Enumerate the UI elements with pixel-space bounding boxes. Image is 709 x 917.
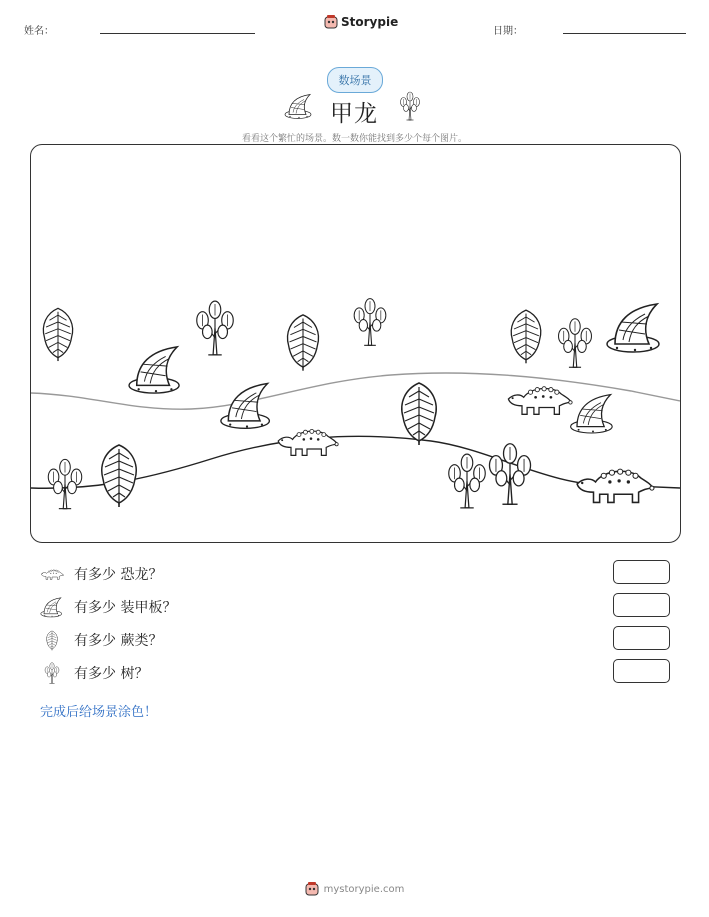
armor-plate: [571, 395, 613, 433]
question-prefix: 有多少: [74, 666, 116, 682]
fern: [511, 310, 541, 363]
armor-plate-icon: [40, 596, 64, 618]
tree: [197, 301, 233, 355]
fern: [43, 308, 72, 361]
brand-logo: [324, 14, 398, 30]
footer: [0, 881, 709, 897]
armor-plate-icon: [284, 92, 314, 120]
armor-plate: [221, 384, 270, 429]
armor-plate: [607, 304, 659, 352]
tree: [449, 454, 485, 508]
answer-box-trees[interactable]: [613, 659, 670, 683]
tree: [559, 319, 592, 368]
name-input-line[interactable]: [100, 33, 255, 34]
tree: [489, 444, 530, 504]
answer-box-ferns[interactable]: [613, 626, 670, 650]
category-badge: 数场景: [327, 67, 383, 93]
question-trees: [40, 662, 148, 684]
ankylosaurus-icon: [40, 563, 64, 585]
question-item: 恐龙？: [120, 567, 163, 583]
question-prefix: 有多少: [74, 633, 116, 649]
armor-plate: [129, 347, 179, 393]
instructions: 看看这个繁忙的场景。数一数你能找到多少个每个图片。: [241, 134, 467, 144]
date-label: 日期：: [493, 26, 523, 37]
answer-box-dinosaurs[interactable]: [613, 560, 670, 584]
fern: [102, 445, 136, 507]
counting-scene: [30, 144, 681, 543]
footer-url[interactable]: mystorypie.com: [323, 883, 405, 895]
answer-box-armor-plates[interactable]: [613, 593, 670, 617]
date-input-line[interactable]: [563, 33, 686, 34]
tree: [48, 459, 81, 508]
fern: [288, 315, 319, 371]
brand-name: Storypie: [341, 15, 399, 29]
question-item: 树？: [120, 666, 149, 682]
question-item: 装甲板？: [120, 600, 177, 616]
storypie-mascot-icon: [324, 14, 338, 30]
tree-icon: [40, 662, 64, 684]
tree: [354, 299, 386, 346]
fern: [402, 383, 436, 445]
question-armor-plates: [40, 596, 176, 618]
question-dinosaurs: [40, 563, 162, 585]
ankylosaurus: [508, 387, 572, 415]
ankylosaurus: [577, 469, 654, 502]
question-ferns: [40, 629, 162, 651]
question-prefix: 有多少: [74, 567, 116, 583]
storypie-mascot-icon: [305, 881, 319, 897]
ankylosaurus: [278, 429, 338, 455]
name-label: 姓名：: [24, 26, 54, 37]
tree-icon: [396, 91, 424, 121]
coloring-instruction: 完成后给场景涂色！: [40, 705, 158, 720]
fern-icon: [40, 629, 64, 651]
question-item: 蕨类？: [120, 633, 163, 649]
question-prefix: 有多少: [74, 600, 116, 616]
page-title: 甲龙: [330, 101, 378, 127]
scene-illustration: [31, 145, 680, 542]
